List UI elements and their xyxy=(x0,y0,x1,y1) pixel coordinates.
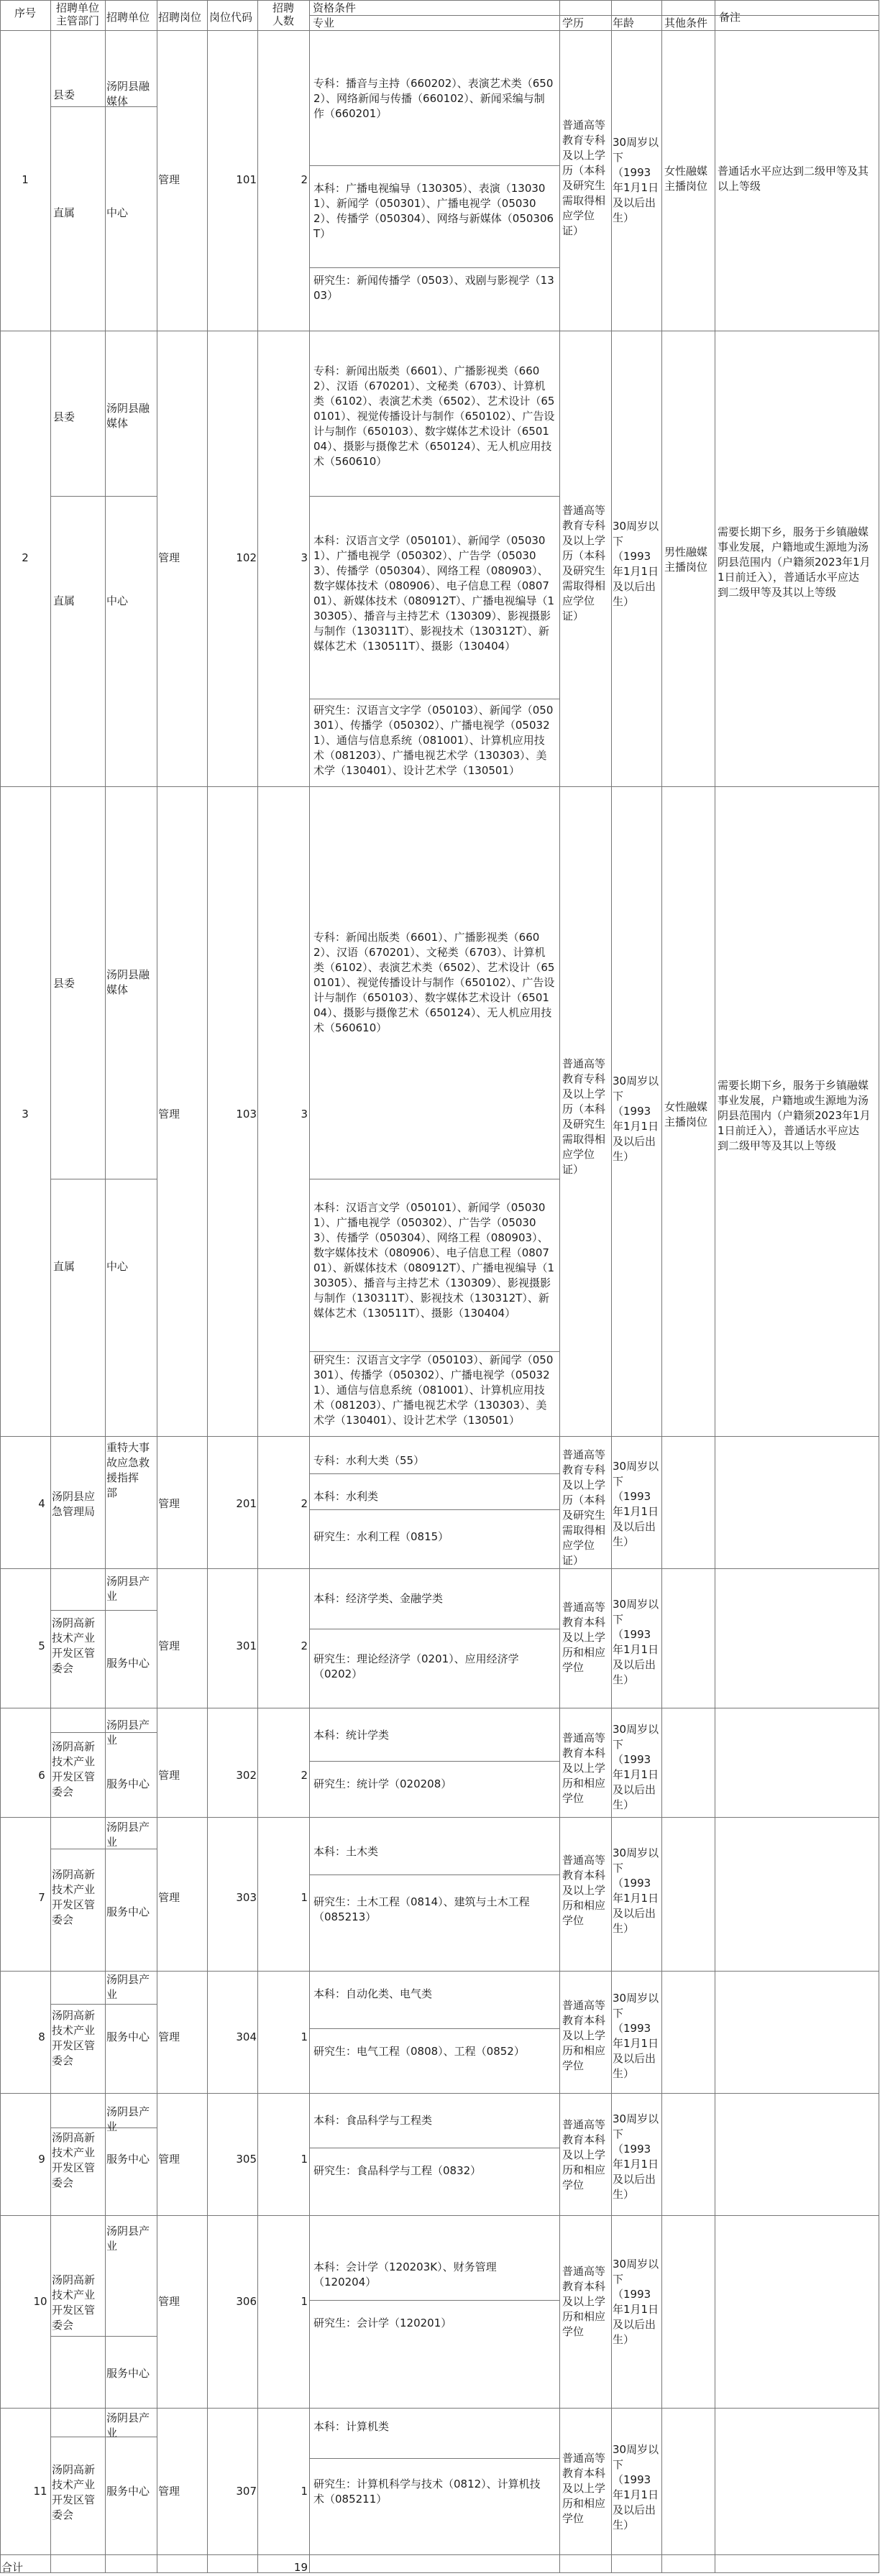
row5-major-2: 研究生：理论经济学（0201）、应用经济学 （0202） xyxy=(313,1652,519,1680)
header-unit: 招聘单位 xyxy=(106,11,150,24)
row9-count: 1 xyxy=(301,2153,308,2166)
row1-edu: 普通高等 教育专科 及以上学 历（本科 及研究生 需取得相 应学位 证） xyxy=(562,119,606,237)
row6-post: 管理 xyxy=(158,1769,180,1782)
row11-unit-top: 汤阴县产 业 xyxy=(106,2411,150,2439)
row6-age: 30周岁以 下 （1993 年1月1日 及以后出 生） xyxy=(613,1723,659,1811)
row5-unit-top: 汤阴县产 业 xyxy=(106,1575,150,1603)
row7-dept: 汤阴高新 技术产业 开发区管 委会 xyxy=(52,1868,96,1926)
row5-major-1: 本科：经济学类、金融学类 xyxy=(313,1592,444,1605)
total-count: 19 xyxy=(293,2561,308,2574)
row6-seq: 6 xyxy=(38,1769,45,1782)
row6-unit-bottom: 服务中心 xyxy=(106,1777,150,1790)
row10-major-1: 本科：会计学（120203K）、财务管理 （120204） xyxy=(313,2260,497,2288)
row6-edu: 普通高等 教育本科 及以上学 历和相应 学位 xyxy=(562,1731,606,1805)
header-qual: 资格条件 xyxy=(313,1,357,14)
row8-code: 304 xyxy=(236,2030,257,2043)
row10-count: 1 xyxy=(301,2295,308,2308)
row11-unit-bottom: 服务中心 xyxy=(106,2485,150,2498)
row5-post: 管理 xyxy=(158,1639,180,1652)
row1-seq: 1 xyxy=(22,173,29,186)
row5-count: 2 xyxy=(301,1639,308,1652)
row11-code: 307 xyxy=(236,2485,257,2498)
row6-dept: 汤阴高新 技术产业 开发区管 委会 xyxy=(52,1740,96,1798)
row2-edu: 普通高等 教育专科 及以上学 历（本科 及研究生 需取得相 应学位 证） xyxy=(562,504,606,622)
row1-dept-bottom: 直属 xyxy=(53,206,75,219)
row7-seq: 7 xyxy=(38,1891,45,1904)
row3-unit-bottom: 中心 xyxy=(106,1260,129,1273)
row5-seq: 5 xyxy=(38,1639,45,1652)
row4-seq: 4 xyxy=(38,1497,45,1510)
row4-edu: 普通高等 教育专科 及以上学 历（本科 及研究生 需取得相 应学位 证） xyxy=(562,1448,606,1567)
row6-unit-top: 汤阴县产 业 xyxy=(106,1719,150,1747)
row4-age: 30周岁以 下 （1993 年1月1日 及以后出 生） xyxy=(613,1460,659,1548)
row3-dept-bottom: 直属 xyxy=(53,1260,75,1273)
row1-major-1: 专科：播音与主持（660202）、表演艺术类（6502）、网络新闻与传播（660102）、新闻采编与制作（660201） xyxy=(313,77,554,120)
header-major: 专业 xyxy=(313,17,335,29)
row11-major-1: 本科：计算机类 xyxy=(313,2420,390,2433)
row8-edu: 普通高等 教育本科 及以上学 历和相应 学位 xyxy=(562,1999,606,2072)
total-label: 合计 xyxy=(1,2561,24,2574)
row10-seq: 10 xyxy=(33,2295,47,2308)
row9-edu: 普通高等 教育本科 及以上学 历和相应 学位 xyxy=(562,2118,606,2191)
row9-unit-top: 汤阴县产 业 xyxy=(106,2105,150,2133)
row3-code: 103 xyxy=(236,1108,257,1121)
row4-major-2: 本科：水利类 xyxy=(313,1490,379,1503)
row1-post: 管理 xyxy=(158,173,180,186)
row1-dept-top: 县委 xyxy=(53,88,75,101)
row6-major-2: 研究生：统计学（020208） xyxy=(313,1777,452,1790)
row9-code: 305 xyxy=(236,2153,257,2166)
row4-dept: 汤阴县应 急管理局 xyxy=(52,1490,96,1518)
row8-unit-top: 汤阴县产 业 xyxy=(106,1973,150,2001)
row7-major-1: 本科：土木类 xyxy=(313,1845,379,1858)
row7-edu: 普通高等 教育本科 及以上学 历和相应 学位 xyxy=(562,1854,606,1927)
row9-post: 管理 xyxy=(158,2153,180,2166)
row3-count: 3 xyxy=(301,1108,308,1121)
row3-remark: 需要长期下乡，服务于乡镇融媒 事业发展，户籍地或生源地为汤 阴县范围内（户籍须2023年1月 1日前迁入），普通话水平应达 到二级甲等及其以上等级 xyxy=(718,1079,871,1152)
row5-code: 301 xyxy=(236,1639,257,1652)
row8-seq: 8 xyxy=(38,2030,45,2043)
header-edu: 学历 xyxy=(562,17,585,29)
row1-unit-bottom: 中心 xyxy=(106,206,129,219)
row8-post: 管理 xyxy=(158,2030,180,2043)
row3-major-1: 专科：新闻出版类（6601）、广播影视类（6602）、汉语（670201）、文秘类（6703）、计算机类（6102）、表演艺术类（6502）、艺术设计（650101）、视觉传播设计与制作（650102）、广告设计与制作（650103）、数字媒体艺术设计（650104）、摄影与摄像艺术（650124）、无人机应用技术（560610） xyxy=(313,931,555,1034)
row11-edu: 普通高等 教育本科 及以上学 历和相应 学位 xyxy=(562,2452,606,2525)
row10-edu: 普通高等 教育本科 及以上学 历和相应 学位 xyxy=(562,2265,606,2338)
row4-post: 管理 xyxy=(158,1497,180,1510)
row9-dept: 汤阴高新 技术产业 开发区管 委会 xyxy=(52,2131,96,2189)
row8-major-1: 本科：自动化类、电气类 xyxy=(313,1987,433,2000)
row2-major-3: 研究生：汉语言文字学（050103）、新闻学（050301）、传播学（050302）、广播电视学（050321）、通信与信息系统（081001）、计算机应用技术（081203）、广播电视艺术学（130303）、美术学（130401）、设计艺术学（130501） xyxy=(313,704,554,777)
row10-code: 306 xyxy=(236,2295,257,2308)
row4-major-3: 研究生：水利工程（0815） xyxy=(313,1530,449,1543)
row1-age: 30周岁以 下 （1993 年1月1日 及以后出 生） xyxy=(613,136,659,224)
row6-major-1: 本科：统计学类 xyxy=(313,1729,390,1742)
header-age: 年龄 xyxy=(613,17,635,29)
row2-dept-bottom: 直属 xyxy=(53,594,75,607)
row5-dept: 汤阴高新 技术产业 开发区管 委会 xyxy=(52,1616,96,1675)
row7-unit-top: 汤阴县产 业 xyxy=(106,1821,150,1849)
row4-code: 201 xyxy=(236,1497,257,1510)
row4-major-1: 专科：水利大类（55） xyxy=(313,1454,425,1467)
row2-code: 102 xyxy=(236,551,257,564)
row3-seq: 3 xyxy=(22,1108,29,1121)
row10-post: 管理 xyxy=(158,2295,180,2308)
row11-post: 管理 xyxy=(158,2485,180,2498)
row10-major-2: 研究生：会计学（120201） xyxy=(313,2317,452,2329)
row2-age: 30周岁以 下 （1993 年1月1日 及以后出 生） xyxy=(613,520,659,608)
row2-unit-top: 汤阴县融 媒体 xyxy=(106,402,150,430)
row1-other: 女性融媒 主播岗位 xyxy=(664,165,708,193)
row9-major-2: 研究生：食品科学与工程（0832） xyxy=(313,2164,482,2177)
row1-unit-top: 汤阴县融 媒体 xyxy=(106,80,150,108)
row11-age: 30周岁以 下 （1993 年1月1日 及以后出 生） xyxy=(613,2443,659,2531)
row1-code: 101 xyxy=(236,173,257,186)
row9-seq: 9 xyxy=(38,2153,45,2166)
row2-seq: 2 xyxy=(22,551,29,564)
row10-unit-bottom: 服务中心 xyxy=(106,2367,150,2380)
row8-age: 30周岁以 下 （1993 年1月1日 及以后出 生） xyxy=(613,1992,659,2080)
row3-major-3: 研究生：汉语言文字学（050103）、新闻学（050301）、传播学（050302）、广播电视学（050321）、通信与信息系统（081001）、计算机应用技术（081203）、广播电视艺术学（130303）、美术学（130401）、设计艺术学（130501） xyxy=(313,1353,554,1427)
row9-age: 30周岁以 下 （1993 年1月1日 及以后出 生） xyxy=(613,2112,659,2201)
row3-other: 女性融媒 主播岗位 xyxy=(664,1100,708,1128)
row1-major-2: 本科：广播电视编导（130305）、表演（130301）、新闻学（050301）、广播电视学（050302）、传播学（050304）、网络与新媒体（050306T） xyxy=(313,182,554,240)
row9-major-1: 本科：食品科学与工程类 xyxy=(313,2114,433,2127)
row7-age: 30周岁以 下 （1993 年1月1日 及以后出 生） xyxy=(613,1846,659,1935)
row7-post: 管理 xyxy=(158,1891,180,1904)
row5-edu: 普通高等 教育本科 及以上学 历和相应 学位 xyxy=(562,1601,606,1674)
row7-code: 303 xyxy=(236,1891,257,1904)
row8-dept: 汤阴高新 技术产业 开发区管 委会 xyxy=(52,2009,96,2067)
row2-post: 管理 xyxy=(158,551,180,564)
row2-unit-bottom: 中心 xyxy=(106,594,129,607)
row3-age: 30周岁以 下 （1993 年1月1日 及以后出 生） xyxy=(613,1075,659,1163)
row2-dept-top: 县委 xyxy=(53,410,75,423)
row2-major-2: 本科：汉语言文学（050101）、新闻学（050301）、广播电视学（050302）、广告学（050303）、传播学（050304）、网络工程（080903）、数字媒体技术（080906）、电子信息工程（080701）、新媒体技术（080912T）、广播电视编导（130305）、播音与主持艺术（130309）、影视摄影与制作（130311T）、影视技术（130312T）、新媒体艺术（130511T）、摄影（130404） xyxy=(313,534,555,653)
row8-count: 1 xyxy=(301,2030,308,2043)
row7-major-2: 研究生：土木工程（0814）、建筑与土木工程 （085213） xyxy=(313,1895,530,1923)
row4-count: 2 xyxy=(301,1497,308,1510)
row11-count: 1 xyxy=(301,2485,308,2498)
row8-major-2: 研究生：电气工程（0808）、工程（0852） xyxy=(313,2045,525,2058)
row1-major-3: 研究生：新闻传播学（0503）、戏剧与影视学（1303） xyxy=(313,274,554,302)
row7-unit-bottom: 服务中心 xyxy=(106,1905,150,1918)
row3-post: 管理 xyxy=(158,1108,180,1121)
row1-count: 2 xyxy=(301,173,308,186)
row3-unit-top: 汤阴县融 媒体 xyxy=(106,968,150,996)
row11-dept: 汤阴高新 技术产业 开发区管 委会 xyxy=(52,2463,96,2521)
header-seq: 序号 xyxy=(14,6,36,19)
row6-count: 2 xyxy=(301,1769,308,1782)
row10-age: 30周岁以 下 （1993 年1月1日 及以后出 生） xyxy=(613,2258,659,2346)
header-remark: 备注 xyxy=(719,11,741,24)
row5-unit-bottom: 服务中心 xyxy=(106,1657,150,1670)
row1-remark: 普通话水平应达到二级甲等及其 以上等级 xyxy=(718,165,869,193)
header-code: 岗位代码 xyxy=(209,11,253,24)
header-post: 招聘岗位 xyxy=(158,11,202,24)
header-count: 招聘 人数 xyxy=(272,1,294,27)
row5-age: 30周岁以 下 （1993 年1月1日 及以后出 生） xyxy=(613,1598,659,1686)
row4-unit: 重特大事 故应急救 援指挥 部 xyxy=(106,1441,150,1499)
row6-code: 302 xyxy=(236,1769,257,1782)
row3-major-2: 本科：汉语言文学（050101）、新闻学（050301）、广播电视学（050302）、广告学（050303）、传播学（050304）、网络工程（080903）、数字媒体技术（080906）、电子信息工程（080701）、新媒体技术（080912T）、广播电视编导（130305）、播音与主持艺术（130309）、影视摄影与制作（130311T）、影视技术（130312T）、新媒体艺术（130511T）、摄影（130404） xyxy=(313,1201,555,1320)
row8-unit-bottom: 服务中心 xyxy=(106,2030,150,2043)
row2-count: 3 xyxy=(301,551,308,564)
header-other: 其他条件 xyxy=(664,17,708,29)
header-dept: 招聘单位 主管部门 xyxy=(55,1,99,27)
row2-major-1: 专科：新闻出版类（6601）、广播影视类（6602）、汉语（670201）、文秘类（6703）、计算机类（6102）、表演艺术类（6502）、艺术设计（650101）、视觉传播设计与制作（650102）、广告设计与制作（650103）、数字媒体艺术设计（650104）、摄影与摄像艺术（650124）、无人机应用技术（560610） xyxy=(313,364,555,468)
row11-major-2: 研究生：计算机科学与技术（0812）、计算机技 术（085211） xyxy=(313,2478,541,2506)
row11-seq: 11 xyxy=(33,2485,47,2498)
row3-edu: 普通高等 教育专科 及以上学 历（本科 及研究生 需取得相 应学位 证） xyxy=(562,1057,606,1176)
row3-dept-top: 县委 xyxy=(53,977,75,990)
row10-unit-top: 汤阴县产 业 xyxy=(106,2225,150,2253)
row2-other: 男性融媒 主播岗位 xyxy=(664,546,708,574)
row9-unit-bottom: 服务中心 xyxy=(106,2153,150,2166)
row2-remark: 需要长期下乡，服务于乡镇融媒 事业发展，户籍地或生源地为汤 阴县范围内（户籍须2023年1月 1日前迁入），普通话水平应达 到二级甲等及其以上等级 xyxy=(718,525,871,599)
row10-dept: 汤阴高新 技术产业 开发区管 委会 xyxy=(52,2273,96,2332)
row7-count: 1 xyxy=(301,1891,308,1904)
